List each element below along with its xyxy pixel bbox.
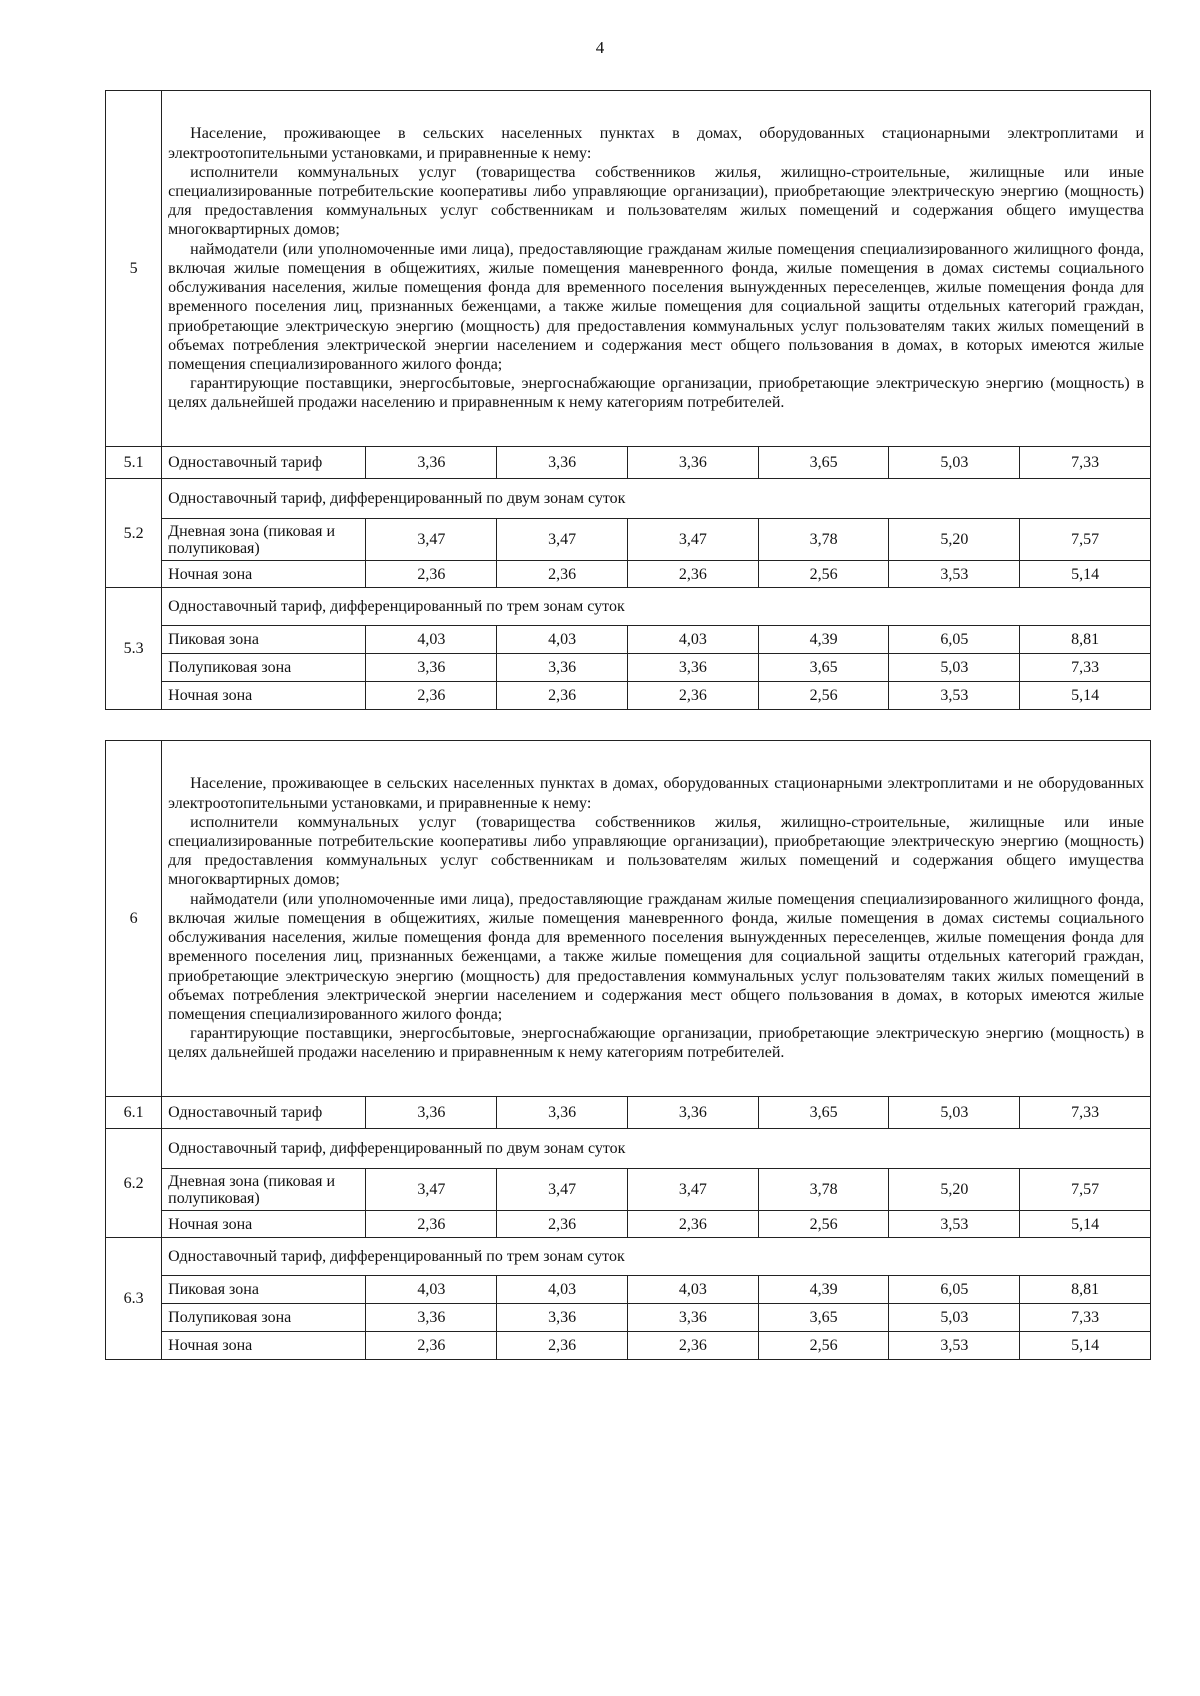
table-row [106, 626, 1151, 654]
tariff-value: 3,53 [889, 1332, 1020, 1360]
row-number: 6.3 [106, 1238, 162, 1360]
tariff-value: 5,14 [1020, 682, 1151, 710]
tariff-value: 4,39 [758, 626, 889, 654]
description-paragraph: исполнители коммунальных услуг (товарищества собственников жилья, жилищно-строительные, жилищные или иные специализированные потребительские кооперативы либо управляющие организации), приобретающие электрическую энергию (мощность) для предоставления коммунальных услуг собственникам и пользователям жилых помещений и содержания общего имущества многоквартирных домов; [168, 813, 1144, 889]
tariff-value: 2,36 [366, 682, 497, 710]
tariff-table [105, 90, 1151, 710]
section-number: 6 [106, 741, 162, 1097]
tariff-value: 3,47 [366, 1169, 497, 1211]
table-row [106, 447, 1151, 479]
tariff-value: 3,36 [497, 447, 628, 479]
zone-header-row [106, 1129, 1151, 1169]
tariff-value: 6,05 [889, 1276, 1020, 1304]
zone-header-row [106, 1238, 1151, 1276]
consumer-description [162, 91, 1151, 447]
tariff-value: 3,65 [758, 1097, 889, 1129]
row-number: 5.1 [106, 447, 162, 479]
zone-header-row [106, 479, 1151, 519]
tariff-value: 7,57 [1020, 1169, 1151, 1211]
tariff-value: 3,47 [627, 519, 758, 561]
tariff-value: 3,36 [366, 654, 497, 682]
tariff-value: 5,20 [889, 1169, 1020, 1211]
tariff-value: 3,36 [366, 447, 497, 479]
tariff-section-5 [105, 90, 1151, 710]
tariff-value: 3,47 [627, 1169, 758, 1211]
zone-label: Дневная зона (пиковая и полупиковая) [162, 1169, 366, 1211]
tariff-value: 3,65 [758, 654, 889, 682]
tariff-value: 4,03 [366, 1276, 497, 1304]
tariff-value: 4,03 [497, 626, 628, 654]
zone-label: Ночная зона [162, 1211, 366, 1238]
tariff-value: 5,14 [1020, 1332, 1151, 1360]
tariff-value: 3,65 [758, 1304, 889, 1332]
table-row [106, 561, 1151, 588]
tariff-value: 2,36 [497, 682, 628, 710]
table-row [106, 1097, 1151, 1129]
tariff-value: 7,57 [1020, 519, 1151, 561]
tariff-value: 5,03 [889, 654, 1020, 682]
tariff-value: 4,03 [366, 626, 497, 654]
tariff-value: 3,36 [366, 1097, 497, 1129]
zone-group-header: Одноставочный тариф, дифференцированный по двум зонам суток [162, 1129, 1151, 1169]
tariff-value: 3,47 [366, 519, 497, 561]
tariff-value: 2,36 [627, 1332, 758, 1360]
row-number: 6.2 [106, 1129, 162, 1238]
tariff-value: 2,56 [758, 682, 889, 710]
table-row [106, 1169, 1151, 1211]
tariff-value: 5,14 [1020, 1211, 1151, 1238]
tariff-value: 3,78 [758, 1169, 889, 1211]
tariff-value: 2,36 [497, 1332, 628, 1360]
tariff-value: 2,36 [627, 682, 758, 710]
tariff-value: 7,33 [1020, 654, 1151, 682]
tariff-value: 8,81 [1020, 1276, 1151, 1304]
tariff-value: 3,36 [497, 1097, 628, 1129]
zone-label: Ночная зона [162, 561, 366, 588]
row-number: 5.2 [106, 479, 162, 588]
tariff-value: 2,36 [366, 1211, 497, 1238]
tariff-value: 2,36 [627, 561, 758, 588]
tariff-value: 3,53 [889, 682, 1020, 710]
tariff-value: 2,36 [627, 1211, 758, 1238]
zone-group-header: Одноставочный тариф, дифференцированный по трем зонам суток [162, 1238, 1151, 1276]
description-paragraph: Население, проживающее в сельских населенных пунктах в домах, оборудованных стационарными электроплитами и не оборудованных электроотопительными установками, и приравненные к нему: [168, 775, 1144, 812]
tariff-value: 7,33 [1020, 1304, 1151, 1332]
tariff-value: 5,03 [889, 1097, 1020, 1129]
tariff-value: 3,65 [758, 447, 889, 479]
tariff-value: 2,36 [366, 561, 497, 588]
tariff-value: 4,03 [497, 1276, 628, 1304]
tariff-value: 2,36 [366, 1332, 497, 1360]
table-row [106, 1304, 1151, 1332]
tariff-value: 2,36 [497, 561, 628, 588]
zone-label: Полупиковая зона [162, 1304, 366, 1332]
row-number: 6.1 [106, 1097, 162, 1129]
table-row [106, 1332, 1151, 1360]
table-row [106, 654, 1151, 682]
tariff-label: Одноставочный тариф [162, 1097, 366, 1129]
tariff-value: 2,36 [497, 1211, 628, 1238]
zone-label: Пиковая зона [162, 626, 366, 654]
tariff-value: 2,56 [758, 1211, 889, 1238]
tariff-value: 3,78 [758, 519, 889, 561]
tariff-value: 3,36 [627, 1304, 758, 1332]
tariff-value: 7,33 [1020, 447, 1151, 479]
tariff-value: 8,81 [1020, 626, 1151, 654]
table-row [106, 1276, 1151, 1304]
tariff-value: 2,56 [758, 1332, 889, 1360]
description-paragraph: наймодатели (или уполномоченные ими лица), предоставляющие гражданам жилые помещения специализированного жилищного фонда, включая жилые помещения в общежитиях, жилые помещения маневренного фонда, жилые помещения в домах системы социального обслуживания населения, жилые помещения фонда для временного поселения вынужденных переселенцев, жилые помещения фонда для временного поселения лиц, признанных беженцами, а также жилые помещения для социальной защиты отдельных категорий граждан, приобретающие электрическую энергию (мощность) для предоставления коммунальных услуг пользователям таких жилых помещений в объемах потребления электрической энергии населением и содержания мест общего пользования в домах, в которых имеются жилые помещения специализированного жилого фонда; [168, 240, 1144, 373]
zone-label: Полупиковая зона [162, 654, 366, 682]
zone-label: Ночная зона [162, 682, 366, 710]
page-number: 4 [595, 38, 605, 57]
tariff-value: 4,39 [758, 1276, 889, 1304]
tariff-value: 4,03 [627, 626, 758, 654]
tariff-value: 3,36 [627, 447, 758, 479]
table-row [106, 1211, 1151, 1238]
tariff-value: 7,33 [1020, 1097, 1151, 1129]
zone-label: Пиковая зона [162, 1276, 366, 1304]
row-number: 5.3 [106, 588, 162, 710]
consumer-description [162, 741, 1151, 1097]
tariff-value: 5,14 [1020, 561, 1151, 588]
tariff-value: 3,53 [889, 561, 1020, 588]
table-row [106, 519, 1151, 561]
tariff-value: 3,47 [497, 519, 628, 561]
tariff-value: 5,03 [889, 1304, 1020, 1332]
table-row [106, 682, 1151, 710]
zone-label: Дневная зона (пиковая и полупиковая) [162, 519, 366, 561]
tariff-value: 5,03 [889, 447, 1020, 479]
tariff-value: 3,36 [627, 1097, 758, 1129]
tariff-value: 2,56 [758, 561, 889, 588]
tariff-value: 5,20 [889, 519, 1020, 561]
tariff-value: 3,53 [889, 1211, 1020, 1238]
zone-group-header: Одноставочный тариф, дифференцированный по трем зонам суток [162, 588, 1151, 626]
zone-header-row [106, 588, 1151, 626]
tariff-value: 3,36 [497, 654, 628, 682]
description-paragraph: наймодатели (или уполномоченные ими лица), предоставляющие гражданам жилые помещения специализированного жилищного фонда, включая жилые помещения в общежитиях, жилые помещения маневренного фонда, жилые помещения в домах системы социального обслуживания населения, жилые помещения фонда для временного поселения вынужденных переселенцев, жилые помещения фонда для временного поселения лиц, признанных беженцами, а также жилые помещения для социальной защиты отдельных категорий граждан, приобретающие электрическую энергию (мощность) для предоставления коммунальных услуг пользователям таких жилых помещений в объемах потребления электрической энергии населением и содержания мест общего пользования в домах, в которых имеются жилые помещения специализированного жилого фонда; [168, 890, 1144, 1023]
description-paragraph: гарантирующие поставщики, энергосбытовые, энергоснабжающие организации, приобретающие электрическую энергию (мощность) в целях дальнейшей продажи населению и приравненным к нему категориям потребителей. [168, 375, 1144, 412]
description-paragraph: Население, проживающее в сельских населенных пунктах в домах, оборудованных стационарными электроплитами и электроотопительными установками, и приравненные к нему: [168, 125, 1144, 162]
tariff-value: 4,03 [627, 1276, 758, 1304]
tariff-value: 3,36 [366, 1304, 497, 1332]
tariff-label: Одноставочный тариф [162, 447, 366, 479]
tariff-value: 3,36 [627, 654, 758, 682]
zone-group-header: Одноставочный тариф, дифференцированный по двум зонам суток [162, 479, 1151, 519]
tariff-table [105, 740, 1151, 1360]
description-paragraph: гарантирующие поставщики, энергосбытовые, энергоснабжающие организации, приобретающие электрическую энергию (мощность) в целях дальнейшей продажи населению и приравненным к нему категориям потребителей. [168, 1025, 1144, 1062]
section-number: 5 [106, 91, 162, 447]
tariff-value: 6,05 [889, 626, 1020, 654]
description-paragraph: исполнители коммунальных услуг (товарищества собственников жилья, жилищно-строительные, жилищные или иные специализированные потребительские кооперативы либо управляющие организации), приобретающие электрическую энергию (мощность) для предоставления коммунальных услуг собственникам и пользователям жилых помещений и содержания общего имущества многоквартирных домов; [168, 163, 1144, 239]
tariff-section-6 [105, 740, 1151, 1360]
zone-label: Ночная зона [162, 1332, 366, 1360]
tariff-value: 3,36 [497, 1304, 628, 1332]
tariff-value: 3,47 [497, 1169, 628, 1211]
